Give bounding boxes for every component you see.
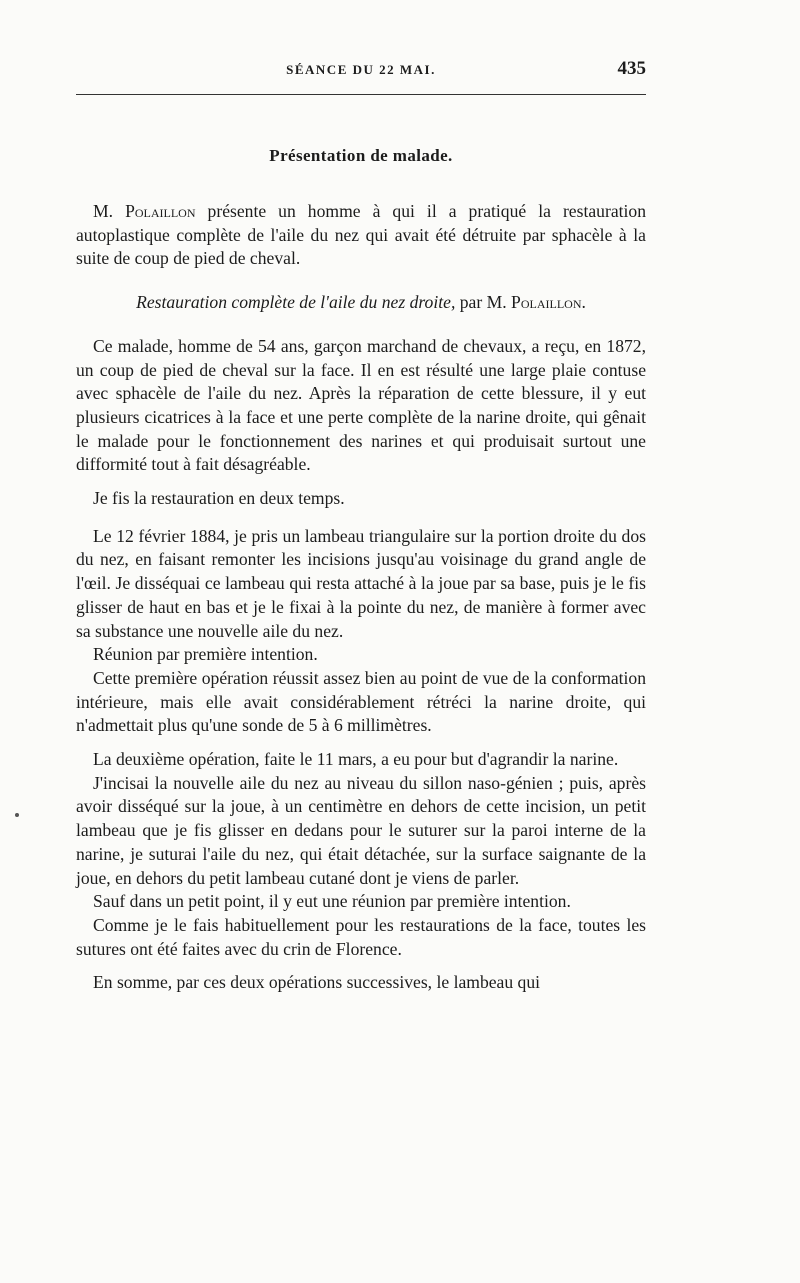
page-number: 435 xyxy=(617,58,646,79)
paragraph: Réunion par première intention. xyxy=(93,644,318,665)
intro-prefix: M. xyxy=(93,201,126,221)
header-rule xyxy=(76,94,646,95)
paragraph: J'incisai la nouvelle aile du nez au niveau du sillon naso-génien ; puis, après avoir disséqué sur la joue, à un centimètre en dehors de cette incision, un petit lambeau que je fis glisser en dedans pour le suturer sur la paroi interne de la narine, je suturai l'aile du nez, qui était détachée, sur la surface saignante de la joue, en dehors du petit lambeau cutané dont je viens de parler. xyxy=(76,772,646,888)
paragraph: Cette première opération réussit assez bien au point de vue de la conformation intérieure, mais elle avait considérablement rétréci la narine droite, qui n'admettait plus qu'une sonde de 5 à 6 millimètres. xyxy=(76,667,646,736)
body-text xyxy=(76,200,646,995)
author-name: Polaillon xyxy=(125,201,196,221)
running-title: SÉANCE DU 22 MAI. xyxy=(286,62,436,77)
case-title-italic: Restauration complète de l'aile du nez droite, xyxy=(136,292,456,313)
section-title: Présentation de malade. xyxy=(269,146,453,165)
case-author-name: Polaillon xyxy=(511,292,582,313)
case-title-end: . xyxy=(581,292,586,313)
intro-text: présente un homme à qui il a pratiqué la restauration autoplastique complète de l'aile du nez qui avait été détruite par sphacèle à la suite de coup de pied de cheval. xyxy=(76,201,646,269)
print-speck xyxy=(15,813,19,817)
paragraph: Je fis la restauration en deux temps. xyxy=(93,488,345,509)
paragraph: Comme je le fais habituellement pour les restaurations de la face, toutes les sutures ont été faites avec du crin de Florence. xyxy=(76,914,646,959)
case-title-by: par M. xyxy=(455,292,512,313)
paragraph: La deuxième opération, faite le 11 mars, a eu pour but d'agrandir la narine. xyxy=(93,749,619,770)
paragraph: Ce malade, homme de 54 ans, garçon marchand de chevaux, a reçu, en 1872, un coup de pied de cheval sur la face. Il en est résulté une large plaie contuse avec sphacèle de l'aile du nez. Après la réparation de cette blessure, il y eut plusieurs cicatrices à la face et une perte complète de la narine droite, qui gênait le malade pour le fonctionnement des narines et qui produisait surtout une difformité tout à fait désagréable. xyxy=(76,335,646,475)
intro-paragraph xyxy=(76,200,646,271)
paragraph: Sauf dans un petit point, il y eut une réunion par première intention. xyxy=(93,891,571,912)
paragraph: Le 12 février 1884, je pris un lambeau triangulaire sur la portion droite du dos du nez, en faisant remonter les incisions jusqu'au voisinage du grand angle de l'œil. Je disséquai ce lambeau qui resta attaché à la joue par sa base, puis je le fis glisser de haut en bas et je le fixai à la pointe du nez, de manière à former avec sa substance une nouvelle aile du nez. xyxy=(76,525,646,641)
page-header xyxy=(76,58,646,88)
paragraph: En somme, par ces deux opérations successives, le lambeau qui xyxy=(93,972,541,993)
case-title xyxy=(76,291,646,315)
